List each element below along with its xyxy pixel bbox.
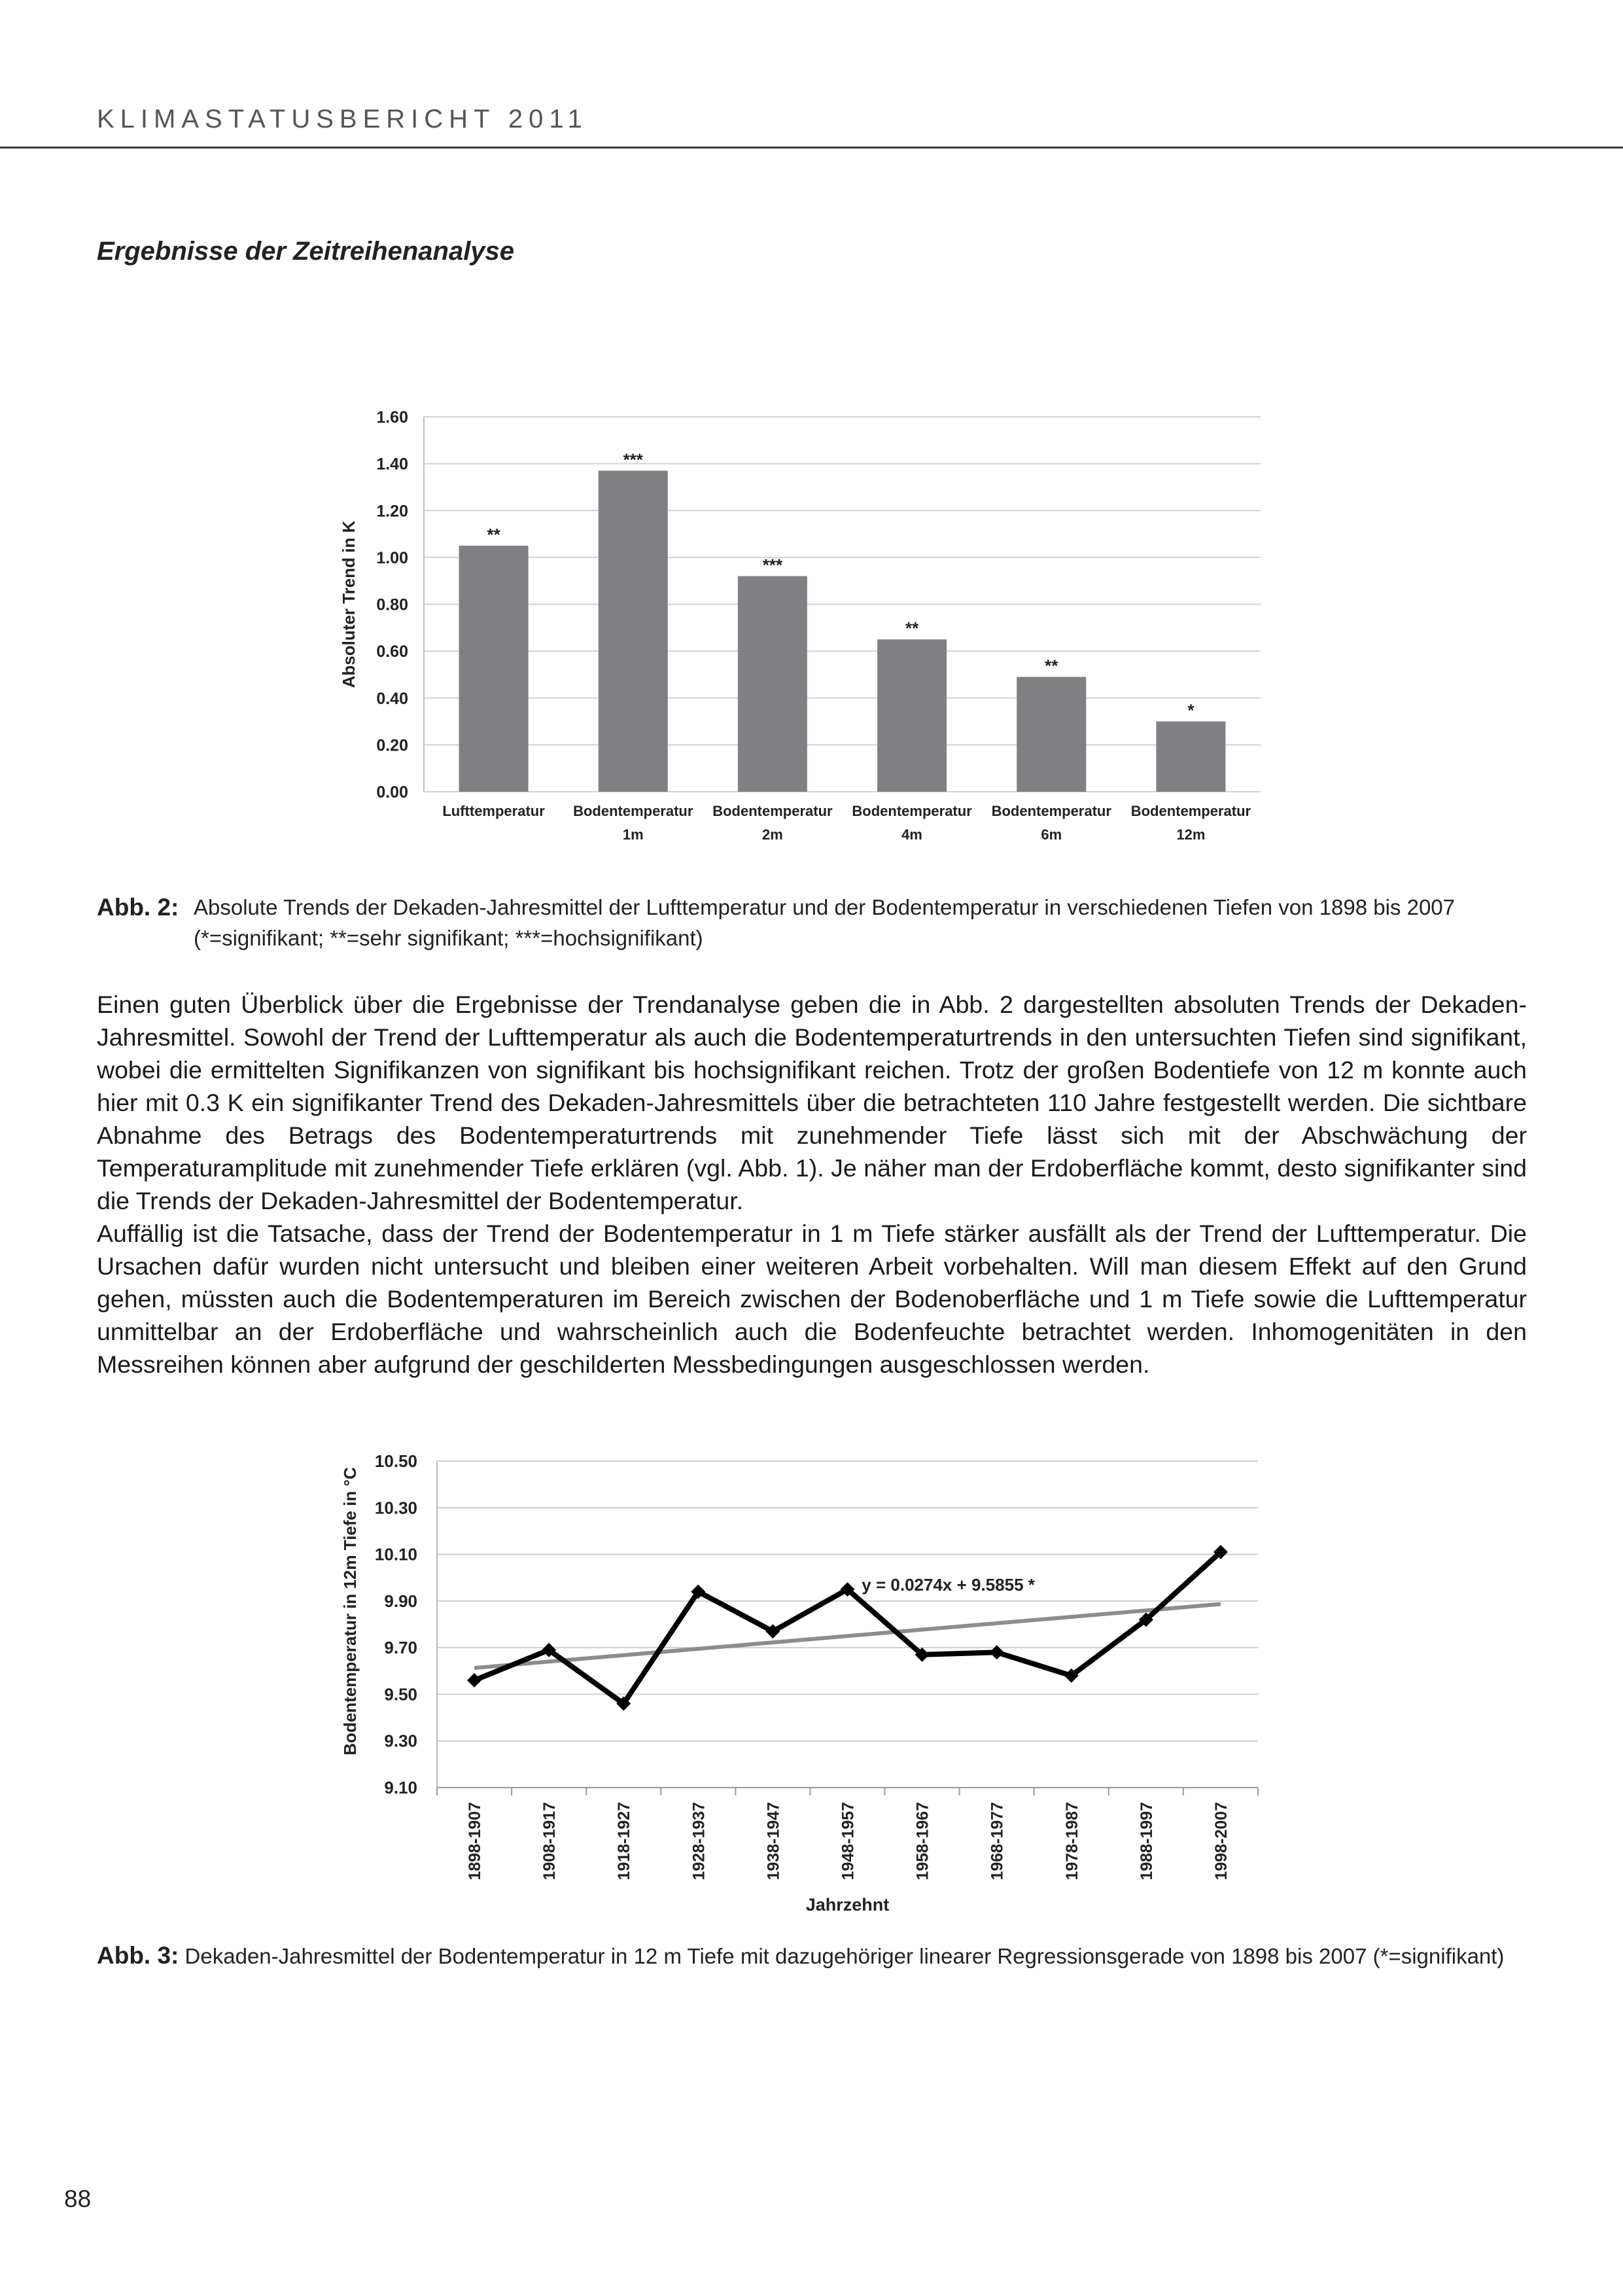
x-tick-label: 1938-1947 <box>764 1802 783 1881</box>
y-tick-label: 0.60 <box>376 643 408 662</box>
series-line <box>474 1552 1221 1704</box>
y-tick-label: 9.50 <box>384 1684 417 1704</box>
significance-label: ** <box>487 524 500 544</box>
y-tick-label: 1.00 <box>376 548 408 567</box>
x-tick-label: Bodentemperatur <box>1130 803 1251 819</box>
bar-chart-trends <box>327 386 1295 857</box>
x-tick-label: 1948-1957 <box>839 1802 858 1881</box>
x-tick-label: 1m <box>622 826 644 843</box>
y-tick-label: 1.20 <box>376 502 408 521</box>
line-chart-12m <box>327 1426 1295 1924</box>
y-tick-label: 10.10 <box>374 1544 417 1564</box>
bar <box>1017 677 1086 792</box>
bar-chart-svg <box>327 386 1295 857</box>
bar <box>1156 722 1225 792</box>
body-text <box>97 988 1527 1381</box>
running-header: KLIMASTATUSBERICHT 2011 <box>97 105 588 133</box>
x-tick-label: 1898-1907 <box>466 1802 485 1881</box>
figure-2-caption <box>97 892 1523 953</box>
x-tick-label: 1918-1927 <box>615 1802 634 1881</box>
line-chart-svg <box>327 1426 1295 1924</box>
x-tick-label: 2m <box>762 826 783 843</box>
y-tick-label: 9.70 <box>384 1638 417 1658</box>
y-tick-label: 10.50 <box>374 1451 417 1471</box>
x-tick-label: 1968-1977 <box>988 1802 1007 1881</box>
significance-label: * <box>1187 700 1195 720</box>
figure-2-caption-line1: Absolute Trends der Dekaden-Jahresmittel der Lufttemperatur und der Bodentemperatur in verschiedenen Tiefen von 1898 bis 2007 <box>194 895 1456 919</box>
x-tick-label: 4m <box>901 826 922 843</box>
bar <box>738 576 807 792</box>
y-tick-label: 9.90 <box>384 1591 417 1611</box>
page-number: 88 <box>64 2185 92 2212</box>
data-point <box>467 1673 481 1687</box>
body-paragraph-2: Auffällig ist die Tatsache, dass der Trend der Bodentemperatur in 1 m Tiefe stärker ausfällt als der Trend der Lufttemperatur. Die Ursachen dafür wurden nicht untersucht und bleiben einer weiteren Arbeit vorbehalten. Will man diesem Effekt auf den Grund gehen, müssten auch die Bodentemperaturen im Bereich zwischen der Bodenoberfläche und 1 m Tiefe sowie die Lufttemperatur unmittelbar an der Erdoberfläche und wahrscheinlich auch die Bodenfeuchte betrachtet werden. Inhomogenitäten in den Messreihen können aber aufgrund der geschilderten Messbedingungen ausgeschlossen werden. <box>97 1220 1527 1378</box>
figure-2-label: Abb. 2: <box>97 894 179 921</box>
x-tick-label: Bodentemperatur <box>852 803 972 819</box>
trendline <box>474 1604 1221 1669</box>
figure-2-caption-line2: (*=signifikant; **=sehr signifikant; ***=hochsignifikant) <box>194 926 703 950</box>
y-tick-label: 9.10 <box>384 1778 417 1797</box>
x-tick-label: 1928-1937 <box>689 1802 708 1881</box>
header-rule <box>0 147 1623 149</box>
bar <box>877 639 947 792</box>
bar <box>459 546 529 792</box>
y-tick-label: 1.40 <box>376 455 408 474</box>
x-tick-label: Bodentemperatur <box>991 803 1111 819</box>
y-tick-label: 0.20 <box>376 736 408 755</box>
y-tick-label: 0.80 <box>376 595 408 614</box>
figure-3-label: Abb. 3: <box>97 1942 179 1969</box>
figure-3-caption <box>97 1940 1536 1971</box>
x-tick-label: 12m <box>1176 826 1206 843</box>
bar <box>599 470 668 792</box>
y-tick-label: 1.60 <box>376 408 408 427</box>
x-tick-label: Bodentemperatur <box>712 803 833 819</box>
x-tick-label: Lufttemperatur <box>442 803 545 819</box>
y-tick-label: 10.30 <box>374 1498 417 1518</box>
y-tick-label: 0.40 <box>376 689 408 708</box>
y-axis-title: Absoluter Trend in K <box>339 520 358 688</box>
x-tick-label: 6m <box>1041 826 1062 843</box>
x-tick-label: 1908-1917 <box>540 1802 559 1881</box>
x-axis-title: Jahrzehnt <box>805 1895 890 1915</box>
x-tick-label: 1978-1987 <box>1062 1802 1081 1881</box>
significance-label: *** <box>623 450 643 470</box>
y-axis-title: Bodentemperatur in 12m Tiefe in °C <box>340 1467 360 1756</box>
x-tick-label: 1958-1967 <box>913 1802 932 1881</box>
x-tick-label: 1988-1997 <box>1137 1802 1156 1881</box>
significance-label: ** <box>1045 656 1058 676</box>
significance-label: *** <box>762 555 783 575</box>
significance-label: ** <box>905 618 919 639</box>
y-tick-label: 9.30 <box>384 1731 417 1751</box>
body-paragraph-1: Einen guten Überblick über die Ergebnisse der Trendanalyse geben die in Abb. 2 dargestellten absoluten Trends der Dekaden-Jahresmittel. Sowohl der Trend der Lufttemperatur als auch die Bodentemperaturtrends in den untersuchten Tiefen sind signifikant, wobei die ermittelten Signifikanzen von signifikant bis hochsignifikant reichen. Trotz der großen Bodentiefe von 12 m konnte auch hier mit 0.3 K ein signifikanter Trend des Dekaden-Jahresmittels über die betrachteten 110 Jahre festgestellt werden. Die sichtbare Abnahme des Betrags des Bodentemperaturtrends mit zunehmender Tiefe lässt sich mit der Abschwächung der Temperaturamplitude mit zunehmender Tiefe erklären (vgl. Abb. 1). Je näher man der Erdoberfläche kommt, desto signifikanter sind die Trends der Dekaden-Jahresmittel der Bodentemperatur. <box>97 991 1527 1214</box>
y-tick-label: 0.00 <box>376 783 408 802</box>
section-title: Ergebnisse der Zeitreihenanalyse <box>97 237 515 266</box>
figure-3-caption-text: Dekaden-Jahresmittel der Bodentemperatur in 12 m Tiefe mit dazugehöriger linearer Regressionsgerade von 1898 bis 2007 (*=signifikant) <box>179 1944 1505 1968</box>
x-tick-label: Bodentemperatur <box>573 803 693 819</box>
trendline-equation: y = 0.0274x + 9.5855 * <box>862 1574 1035 1595</box>
x-tick-label: 1998-2007 <box>1212 1802 1230 1881</box>
